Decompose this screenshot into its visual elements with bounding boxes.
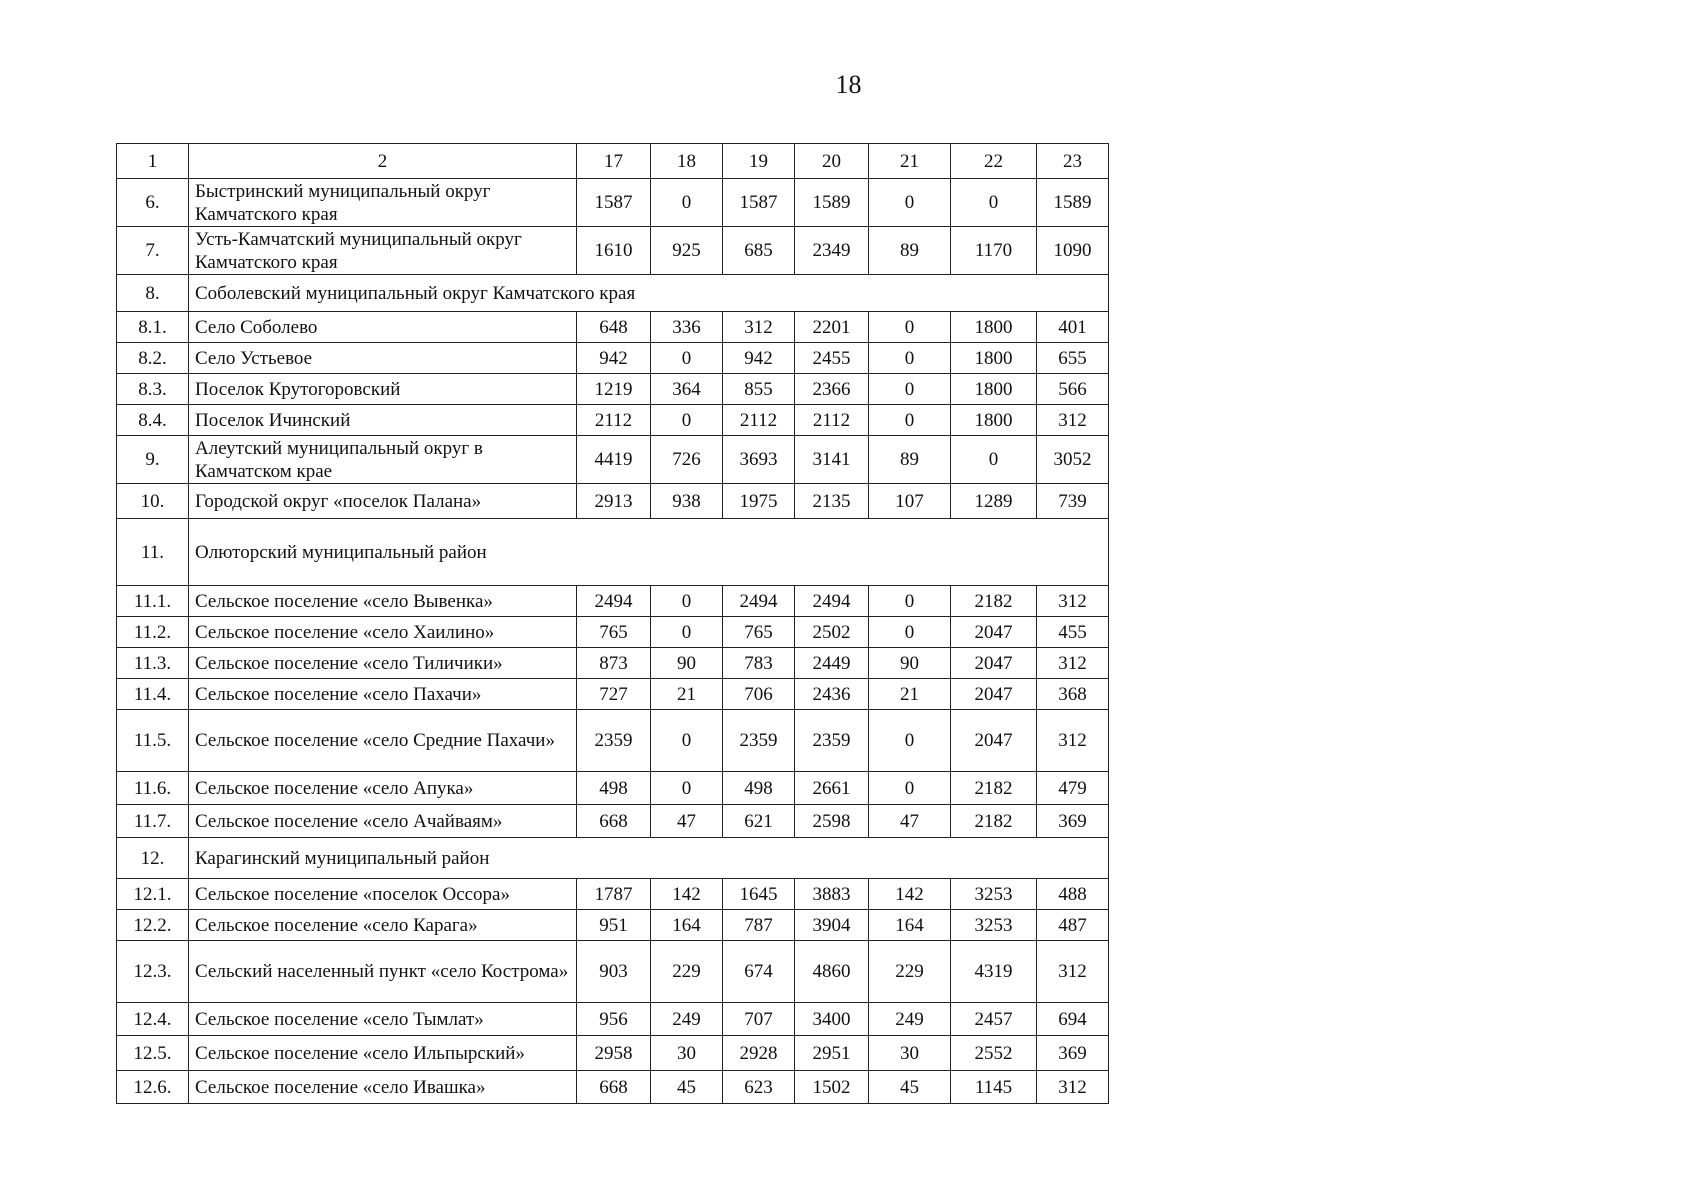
value-cell: 956 bbox=[577, 1003, 651, 1036]
row-name: Село Устьевое bbox=[189, 343, 577, 374]
row-number: 8.1. bbox=[117, 312, 189, 343]
value-cell: 0 bbox=[651, 586, 723, 617]
value-cell: 1502 bbox=[795, 1071, 869, 1104]
value-cell: 0 bbox=[869, 179, 951, 227]
value-cell: 2349 bbox=[795, 227, 869, 275]
row-number: 7. bbox=[117, 227, 189, 275]
value-cell: 364 bbox=[651, 374, 723, 405]
row-number: 12.1. bbox=[117, 879, 189, 910]
row-name: Сельское поселение «село Ивашка» bbox=[189, 1071, 577, 1104]
value-cell: 623 bbox=[723, 1071, 795, 1104]
value-cell: 566 bbox=[1037, 374, 1109, 405]
table-row bbox=[117, 879, 1109, 910]
value-cell: 2201 bbox=[795, 312, 869, 343]
row-name: Сельское поселение «село Пахачи» bbox=[189, 679, 577, 710]
value-cell: 1800 bbox=[951, 312, 1037, 343]
value-cell: 2135 bbox=[795, 484, 869, 519]
value-cell: 1589 bbox=[1037, 179, 1109, 227]
value-cell: 942 bbox=[577, 343, 651, 374]
row-number: 12.6. bbox=[117, 1071, 189, 1104]
value-cell: 498 bbox=[723, 772, 795, 805]
value-cell: 1587 bbox=[577, 179, 651, 227]
value-cell: 164 bbox=[651, 910, 723, 941]
value-cell: 488 bbox=[1037, 879, 1109, 910]
row-name: Карагинский муниципальный район bbox=[189, 838, 1109, 879]
row-name: Сельское поселение «село Вывенка» bbox=[189, 586, 577, 617]
row-name: Городской округ «поселок Палана» bbox=[189, 484, 577, 519]
table-row bbox=[117, 519, 1109, 586]
value-cell: 0 bbox=[651, 343, 723, 374]
value-cell: 1800 bbox=[951, 405, 1037, 436]
table-row bbox=[117, 679, 1109, 710]
value-cell: 47 bbox=[869, 805, 951, 838]
value-cell: 4860 bbox=[795, 941, 869, 1003]
value-cell: 1090 bbox=[1037, 227, 1109, 275]
row-name: Алеутский муниципальный округ в Камчатском крае bbox=[189, 436, 577, 484]
row-number: 11. bbox=[117, 519, 189, 586]
table-row bbox=[117, 405, 1109, 436]
row-number: 12.4. bbox=[117, 1003, 189, 1036]
value-cell: 249 bbox=[869, 1003, 951, 1036]
value-cell: 336 bbox=[651, 312, 723, 343]
row-number: 8.3. bbox=[117, 374, 189, 405]
value-cell: 668 bbox=[577, 805, 651, 838]
row-number: 11.4. bbox=[117, 679, 189, 710]
value-cell: 498 bbox=[577, 772, 651, 805]
value-cell: 1170 bbox=[951, 227, 1037, 275]
value-cell: 1610 bbox=[577, 227, 651, 275]
value-cell: 2047 bbox=[951, 648, 1037, 679]
row-name: Сельское поселение «село Карага» bbox=[189, 910, 577, 941]
value-cell: 2455 bbox=[795, 343, 869, 374]
header-cell: 19 bbox=[723, 144, 795, 179]
value-cell: 903 bbox=[577, 941, 651, 1003]
table-row bbox=[117, 374, 1109, 405]
value-cell: 2112 bbox=[577, 405, 651, 436]
table-row bbox=[117, 838, 1109, 879]
value-cell: 368 bbox=[1037, 679, 1109, 710]
value-cell: 1145 bbox=[951, 1071, 1037, 1104]
value-cell: 2182 bbox=[951, 805, 1037, 838]
value-cell: 0 bbox=[869, 374, 951, 405]
value-cell: 648 bbox=[577, 312, 651, 343]
value-cell: 2182 bbox=[951, 772, 1037, 805]
value-cell: 90 bbox=[869, 648, 951, 679]
row-name: Соболевский муниципальный округ Камчатского края bbox=[189, 275, 1109, 312]
table-row bbox=[117, 805, 1109, 838]
value-cell: 4419 bbox=[577, 436, 651, 484]
value-cell: 942 bbox=[723, 343, 795, 374]
row-name: Сельское поселение «село Средние Пахачи» bbox=[189, 710, 577, 772]
header-cell: 23 bbox=[1037, 144, 1109, 179]
value-cell: 855 bbox=[723, 374, 795, 405]
table-row bbox=[117, 179, 1109, 227]
value-cell: 21 bbox=[869, 679, 951, 710]
value-cell: 45 bbox=[869, 1071, 951, 1104]
value-cell: 229 bbox=[651, 941, 723, 1003]
value-cell: 2661 bbox=[795, 772, 869, 805]
value-cell: 2913 bbox=[577, 484, 651, 519]
table-row bbox=[117, 275, 1109, 312]
value-cell: 674 bbox=[723, 941, 795, 1003]
row-number: 12. bbox=[117, 838, 189, 879]
value-cell: 938 bbox=[651, 484, 723, 519]
value-cell: 0 bbox=[869, 617, 951, 648]
table-row bbox=[117, 941, 1109, 1003]
row-number: 6. bbox=[117, 179, 189, 227]
value-cell: 0 bbox=[869, 772, 951, 805]
value-cell: 726 bbox=[651, 436, 723, 484]
value-cell: 312 bbox=[1037, 941, 1109, 1003]
value-cell: 3400 bbox=[795, 1003, 869, 1036]
row-name: Усть-Камчатский муниципальный округ Камчатского края bbox=[189, 227, 577, 275]
header-row bbox=[117, 144, 1109, 179]
value-cell: 668 bbox=[577, 1071, 651, 1104]
value-cell: 2502 bbox=[795, 617, 869, 648]
row-number: 11.6. bbox=[117, 772, 189, 805]
value-cell: 47 bbox=[651, 805, 723, 838]
value-cell: 2366 bbox=[795, 374, 869, 405]
header-cell: 21 bbox=[869, 144, 951, 179]
value-cell: 30 bbox=[651, 1036, 723, 1071]
value-cell: 2457 bbox=[951, 1003, 1037, 1036]
value-cell: 694 bbox=[1037, 1003, 1109, 1036]
value-cell: 312 bbox=[723, 312, 795, 343]
value-cell: 1219 bbox=[577, 374, 651, 405]
row-name: Сельское поселение «село Тиличики» bbox=[189, 648, 577, 679]
value-cell: 1787 bbox=[577, 879, 651, 910]
value-cell: 0 bbox=[651, 772, 723, 805]
table-row bbox=[117, 648, 1109, 679]
value-cell: 2494 bbox=[795, 586, 869, 617]
value-cell: 89 bbox=[869, 436, 951, 484]
value-cell: 3253 bbox=[951, 910, 1037, 941]
value-cell: 2928 bbox=[723, 1036, 795, 1071]
value-cell: 2958 bbox=[577, 1036, 651, 1071]
value-cell: 873 bbox=[577, 648, 651, 679]
row-number: 11.1. bbox=[117, 586, 189, 617]
value-cell: 2598 bbox=[795, 805, 869, 838]
value-cell: 2552 bbox=[951, 1036, 1037, 1071]
value-cell: 925 bbox=[651, 227, 723, 275]
row-name: Село Соболево bbox=[189, 312, 577, 343]
value-cell: 3693 bbox=[723, 436, 795, 484]
table-row bbox=[117, 710, 1109, 772]
value-cell: 2494 bbox=[577, 586, 651, 617]
table-row bbox=[117, 586, 1109, 617]
value-cell: 312 bbox=[1037, 405, 1109, 436]
table-row bbox=[117, 617, 1109, 648]
row-name: Сельское поселение «село Хаилино» bbox=[189, 617, 577, 648]
value-cell: 0 bbox=[869, 343, 951, 374]
value-cell: 783 bbox=[723, 648, 795, 679]
row-name: Быстринский муниципальный округ Камчатского края bbox=[189, 179, 577, 227]
value-cell: 3883 bbox=[795, 879, 869, 910]
value-cell: 0 bbox=[651, 710, 723, 772]
value-cell: 45 bbox=[651, 1071, 723, 1104]
value-cell: 369 bbox=[1037, 805, 1109, 838]
row-number: 11.3. bbox=[117, 648, 189, 679]
row-number: 8.2. bbox=[117, 343, 189, 374]
row-name: Сельское поселение «поселок Оссора» bbox=[189, 879, 577, 910]
value-cell: 739 bbox=[1037, 484, 1109, 519]
value-cell: 107 bbox=[869, 484, 951, 519]
value-cell: 787 bbox=[723, 910, 795, 941]
value-cell: 2047 bbox=[951, 710, 1037, 772]
value-cell: 21 bbox=[651, 679, 723, 710]
value-cell: 401 bbox=[1037, 312, 1109, 343]
value-cell: 142 bbox=[869, 879, 951, 910]
value-cell: 2112 bbox=[795, 405, 869, 436]
row-number: 8. bbox=[117, 275, 189, 312]
value-cell: 0 bbox=[869, 405, 951, 436]
header-cell: 1 bbox=[117, 144, 189, 179]
value-cell: 487 bbox=[1037, 910, 1109, 941]
value-cell: 0 bbox=[951, 436, 1037, 484]
value-cell: 1289 bbox=[951, 484, 1037, 519]
value-cell: 765 bbox=[723, 617, 795, 648]
table-row bbox=[117, 1003, 1109, 1036]
header-cell: 2 bbox=[189, 144, 577, 179]
row-name: Поселок Ичинский bbox=[189, 405, 577, 436]
table-row bbox=[117, 1071, 1109, 1104]
value-cell: 1975 bbox=[723, 484, 795, 519]
page-number: 18 bbox=[835, 70, 862, 99]
value-cell: 3141 bbox=[795, 436, 869, 484]
table-row bbox=[117, 484, 1109, 519]
value-cell: 2494 bbox=[723, 586, 795, 617]
value-cell: 4319 bbox=[951, 941, 1037, 1003]
value-cell: 2047 bbox=[951, 679, 1037, 710]
value-cell: 312 bbox=[1037, 710, 1109, 772]
value-cell: 706 bbox=[723, 679, 795, 710]
table-row bbox=[117, 910, 1109, 941]
value-cell: 249 bbox=[651, 1003, 723, 1036]
header-cell: 18 bbox=[651, 144, 723, 179]
value-cell: 0 bbox=[651, 405, 723, 436]
value-cell: 621 bbox=[723, 805, 795, 838]
row-name: Сельское поселение «село Ильпырский» bbox=[189, 1036, 577, 1071]
table-row bbox=[117, 312, 1109, 343]
row-number: 9. bbox=[117, 436, 189, 484]
row-number: 8.4. bbox=[117, 405, 189, 436]
table-row bbox=[117, 1036, 1109, 1071]
value-cell: 142 bbox=[651, 879, 723, 910]
value-cell: 164 bbox=[869, 910, 951, 941]
table-row bbox=[117, 343, 1109, 374]
header-cell: 22 bbox=[951, 144, 1037, 179]
value-cell: 1589 bbox=[795, 179, 869, 227]
value-cell: 312 bbox=[1037, 586, 1109, 617]
value-cell: 3904 bbox=[795, 910, 869, 941]
value-cell: 3052 bbox=[1037, 436, 1109, 484]
value-cell: 30 bbox=[869, 1036, 951, 1071]
row-name: Олюторский муниципальный район bbox=[189, 519, 1109, 586]
value-cell: 1800 bbox=[951, 374, 1037, 405]
value-cell: 2436 bbox=[795, 679, 869, 710]
row-name: Сельское поселение «село Ачайваям» bbox=[189, 805, 577, 838]
row-name: Сельское поселение «село Тымлат» bbox=[189, 1003, 577, 1036]
header-cell: 20 bbox=[795, 144, 869, 179]
value-cell: 2182 bbox=[951, 586, 1037, 617]
value-cell: 2359 bbox=[723, 710, 795, 772]
value-cell: 0 bbox=[869, 710, 951, 772]
row-number: 11.7. bbox=[117, 805, 189, 838]
value-cell: 1800 bbox=[951, 343, 1037, 374]
row-number: 12.2. bbox=[117, 910, 189, 941]
value-cell: 2449 bbox=[795, 648, 869, 679]
value-cell: 312 bbox=[1037, 648, 1109, 679]
value-cell: 2359 bbox=[577, 710, 651, 772]
value-cell: 229 bbox=[869, 941, 951, 1003]
value-cell: 707 bbox=[723, 1003, 795, 1036]
value-cell: 0 bbox=[869, 312, 951, 343]
value-cell: 951 bbox=[577, 910, 651, 941]
value-cell: 765 bbox=[577, 617, 651, 648]
value-cell: 727 bbox=[577, 679, 651, 710]
value-cell: 2047 bbox=[951, 617, 1037, 648]
row-number: 12.3. bbox=[117, 941, 189, 1003]
value-cell: 479 bbox=[1037, 772, 1109, 805]
row-name: Поселок Крутогоровский bbox=[189, 374, 577, 405]
value-cell: 455 bbox=[1037, 617, 1109, 648]
value-cell: 89 bbox=[869, 227, 951, 275]
value-cell: 90 bbox=[651, 648, 723, 679]
row-name: Сельский населенный пункт «село Кострома» bbox=[189, 941, 577, 1003]
value-cell: 369 bbox=[1037, 1036, 1109, 1071]
value-cell: 0 bbox=[651, 179, 723, 227]
value-cell: 0 bbox=[951, 179, 1037, 227]
row-name: Сельское поселение «село Апука» bbox=[189, 772, 577, 805]
row-number: 11.2. bbox=[117, 617, 189, 648]
value-cell: 2951 bbox=[795, 1036, 869, 1071]
table-row bbox=[117, 227, 1109, 275]
header-cell: 17 bbox=[577, 144, 651, 179]
value-cell: 1587 bbox=[723, 179, 795, 227]
value-cell: 2112 bbox=[723, 405, 795, 436]
data-table bbox=[116, 143, 1109, 1104]
value-cell: 3253 bbox=[951, 879, 1037, 910]
value-cell: 0 bbox=[651, 617, 723, 648]
row-number: 12.5. bbox=[117, 1036, 189, 1071]
value-cell: 2359 bbox=[795, 710, 869, 772]
value-cell: 1645 bbox=[723, 879, 795, 910]
row-number: 10. bbox=[117, 484, 189, 519]
value-cell: 655 bbox=[1037, 343, 1109, 374]
row-number: 11.5. bbox=[117, 710, 189, 772]
table-body bbox=[117, 144, 1109, 1104]
value-cell: 0 bbox=[869, 586, 951, 617]
value-cell: 312 bbox=[1037, 1071, 1109, 1104]
table-row bbox=[117, 436, 1109, 484]
value-cell: 685 bbox=[723, 227, 795, 275]
table-row bbox=[117, 772, 1109, 805]
